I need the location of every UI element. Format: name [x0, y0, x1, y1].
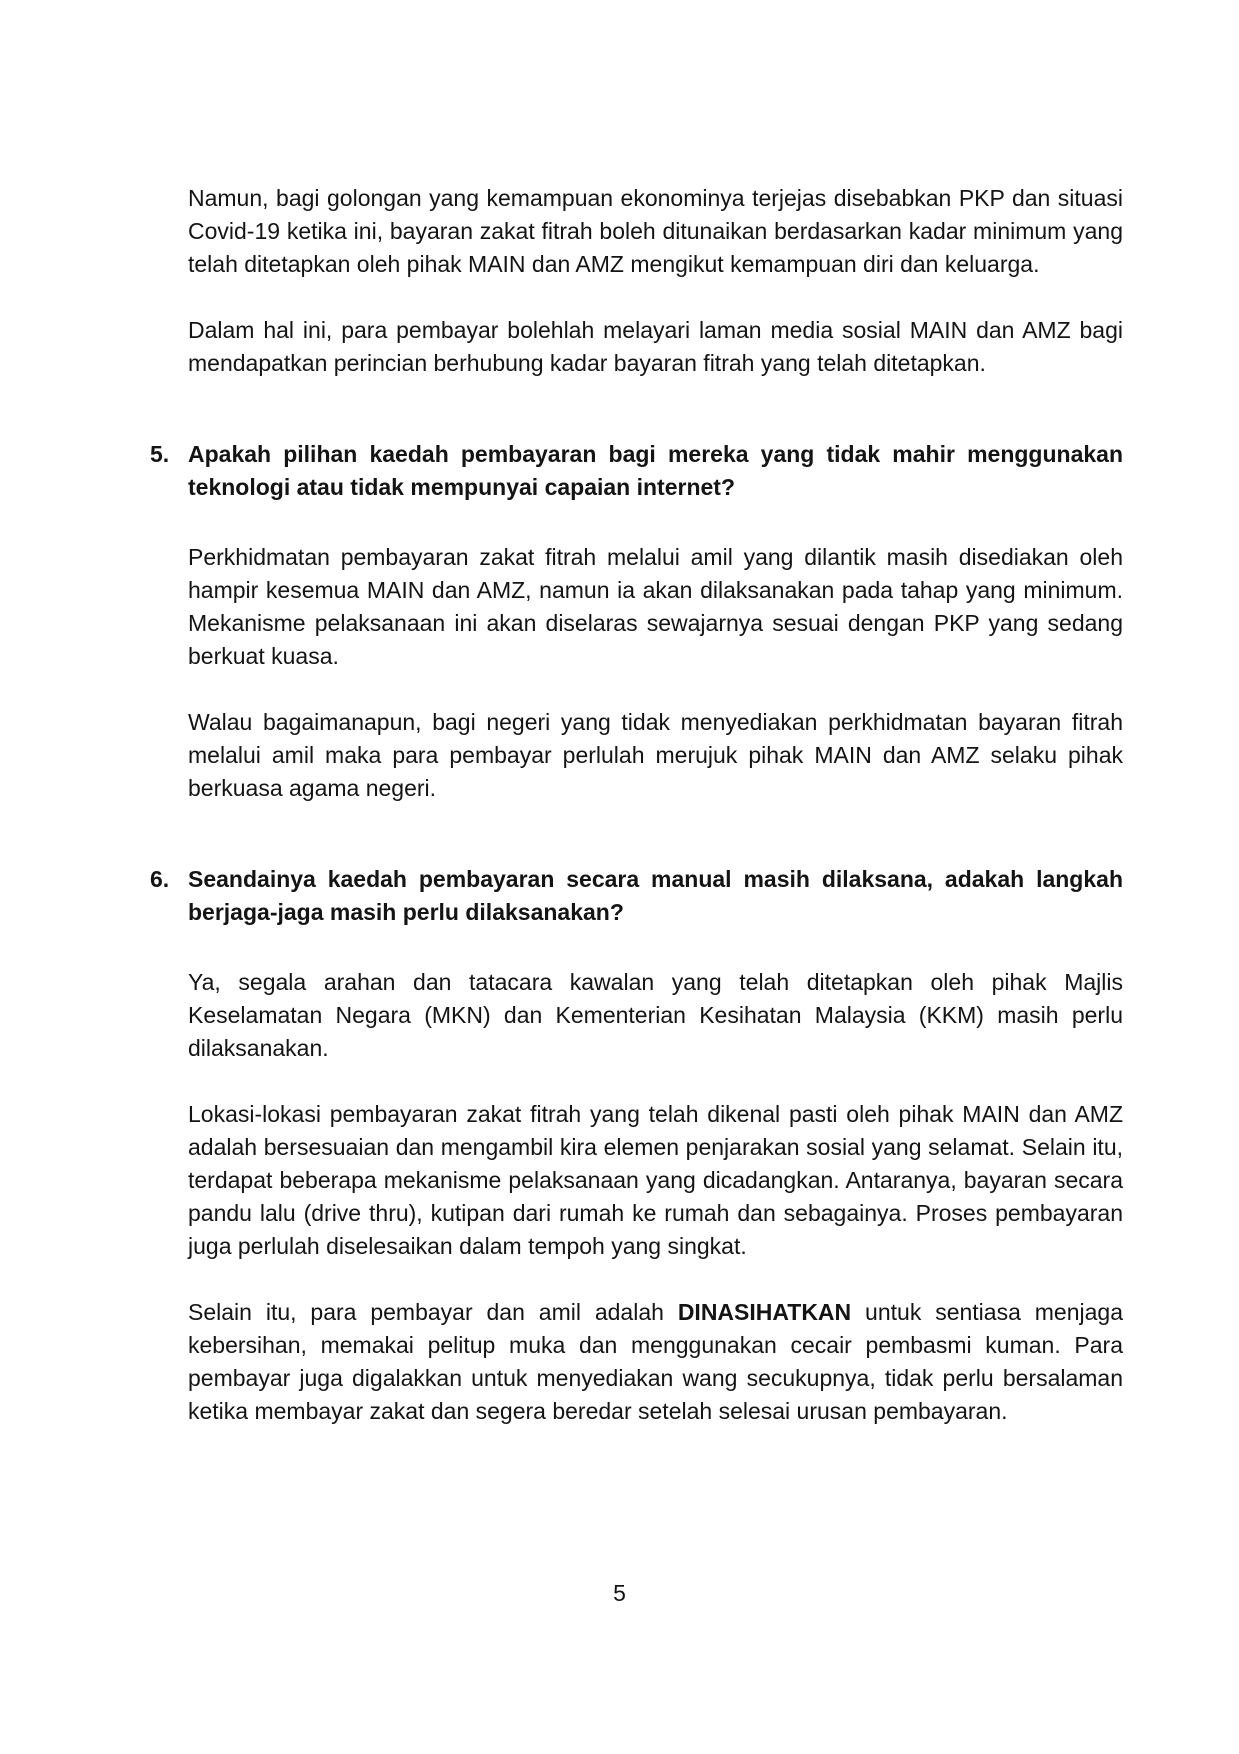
intro-paragraph-2: Dalam hal ini, para pembayar bolehlah melayari laman media sosial MAIN dan AMZ bagi mendapatkan perincian berhubung kadar bayaran fitrah yang telah ditetapkan.: [188, 317, 1123, 376]
question-5-text: Apakah pilihan kaedah pembayaran bagi mereka yang tidak mahir menggunakan teknologi atau tidak mempunyai capaian internet?: [188, 441, 1123, 500]
question-6-text: Seandainya kaedah pembayaran secara manual masih dilaksana, adakah langkah berjaga-jaga masih perlu dilaksanakan?: [188, 866, 1123, 925]
section-6-paragraph-2: Lokasi-lokasi pembayaran zakat fitrah yang telah dikenal pasti oleh pihak MAIN dan AMZ adalah bersesuaian dan mengambil kira elemen penjarakan sosial yang selamat. Selain itu, terdapat beberapa mekanisme pelaksanaan yang dicadangkan. Antaranya, bayaran secara pandu lalu (drive thru), kutipan dari rumah ke rumah dan sebagainya. Proses pembayaran juga perlulah diselesaikan dalam tempoh yang singkat.: [188, 1101, 1123, 1259]
question-6-number: 6.: [150, 866, 170, 892]
document-content: [150, 182, 1123, 1461]
question-5-number: 5.: [150, 441, 170, 467]
intro-paragraph-1: Namun, bagi golongan yang kemampuan ekonominya terjejas disebabkan PKP dan situasi Covid-19 ketika ini, bayaran zakat fitrah boleh ditunaikan berdasarkan kadar minimum yang telah ditetapkan oleh pihak MAIN dan AMZ mengikut kemampuan diri dan keluarga.: [188, 185, 1123, 277]
advice-emphasis-word: DINASIHATKAN: [677, 1299, 852, 1325]
question-5: [150, 438, 1123, 504]
section-6-advice-paragraph: [188, 1296, 1123, 1428]
page-number: 5: [613, 1580, 626, 1606]
section-6-paragraph-1: Ya, segala arahan dan tatacara kawalan yang telah ditetapkan oleh pihak Majlis Keselamatan Negara (MKN) dan Kementerian Kesihatan Malaysia (KKM) masih perlu dilaksanakan.: [188, 969, 1123, 1061]
question-6: [150, 863, 1123, 929]
advice-text-before: Selain itu, para pembayar dan amil adalah: [188, 1299, 678, 1325]
advice-text-after: untuk sentiasa menjaga kebersihan, memakai pelitup muka dan menggunakan cecair pembasmi kuman. Para pembayar juga digalakkan untuk menyediakan wang secukupnya, tidak perlu bersalaman ketika membayar zakat dan segera beredar setelah selesai urusan pembayaran.: [188, 1299, 1123, 1424]
section-5-paragraph-2: Walau bagaimanapun, bagi negeri yang tidak menyediakan perkhidmatan bayaran fitrah melalui amil maka para pembayar perlulah merujuk pihak MAIN dan AMZ selaku pihak berkuasa agama negeri.: [188, 709, 1123, 801]
section-5-paragraph-1: Perkhidmatan pembayaran zakat fitrah melalui amil yang dilantik masih disediakan oleh hampir kesemua MAIN dan AMZ, namun ia akan dilaksanakan pada tahap yang minimum. Mekanisme pelaksanaan ini akan diselaras sewajarnya sesuai dengan PKP yang sedang berkuat kuasa.: [188, 544, 1123, 669]
